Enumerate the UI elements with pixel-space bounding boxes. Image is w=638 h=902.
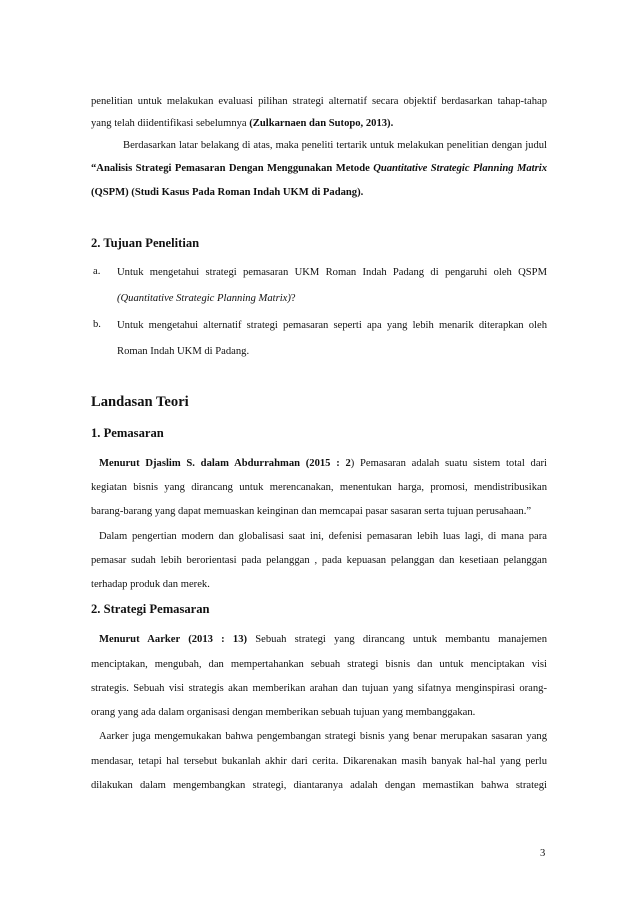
pemasaran-p1-line-2: kegiatan bisnis yang dirancang untuk merencanakan, menentukan harga, promosi, mendistribusikan bbox=[91, 482, 547, 493]
text: ) Pemasaran adalah suatu sistem total dari bbox=[350, 458, 547, 469]
strategi-p2-line-1: Aarker juga mengemukakan bahwa pengembangan strategi bisnis yang benar merupakan sasaran yang bbox=[99, 731, 547, 742]
citation: Menurut Djaslim S. dalam Abdurrahman (2015 : 2 bbox=[99, 458, 351, 469]
research-title-italic: Quantitative Strategic Planning Matrix bbox=[373, 163, 547, 174]
research-title-part: “Analisis Strategi Pemasaran Dengan Menggunakan Metode bbox=[91, 163, 374, 174]
intro-line-1: penelitian untuk melakukan evaluasi pilihan strategi alternatif secara objektif berdasarkan tahap-tahap bbox=[91, 96, 547, 107]
strategi-p1-line-3: strategis. Sebuah visi strategis akan memberikan arahan dan tujuan yang sifatnya menginspirasi orang- bbox=[91, 683, 547, 694]
citation: (Zulkarnaen dan Sutopo, 2013). bbox=[249, 118, 394, 129]
pemasaran-heading: 1. Pemasaran bbox=[91, 426, 164, 440]
intro-text: yang telah diidentifikasi sebelumnya bbox=[91, 118, 250, 129]
intro-line-4 bbox=[91, 162, 547, 176]
citation: Menurut Aarker (2013 : 13) bbox=[99, 634, 248, 645]
landasan-heading: Landasan Teori bbox=[91, 394, 189, 410]
question-mark: ? bbox=[290, 293, 296, 304]
strategi-p2-line-3: dilakukan dalam mengembangkan strategi, diantaranya adalah dengan memastikan bahwa strategi bbox=[91, 780, 547, 791]
tujuan-heading: 2. Tujuan Penelitian bbox=[91, 236, 200, 250]
item-b-line-1: Untuk mengetahui alternatif strategi pemasaran seperti apa yang lebih menarik diterapkan oleh bbox=[117, 320, 547, 331]
pemasaran-p1-line-3: barang-barang yang dapat memuaskan keinginan dan memcapai pasar sasaran serta tujuan perusahaan.” bbox=[91, 506, 532, 517]
qspm-italic: (Quantitative Strategic Planning Matrix) bbox=[117, 293, 291, 304]
item-b-line-2: Roman Indah UKM di Padang. bbox=[117, 346, 250, 357]
pemasaran-p2-line-1: Dalam pengertian modern dan globalisasi saat ini, defenisi pemasaran lebih luas lagi, di mana para bbox=[99, 531, 547, 542]
intro-line-5: (QSPM) (Studi Kasus Pada Roman Indah UKM di Padang). bbox=[91, 187, 364, 198]
strategi-p1-line-4: orang yang ada dalam organisasi dengan memberikan sebuah tujuan yang membanggakan. bbox=[91, 707, 476, 718]
strategi-p2-line-2: mendasar, tetapi hal tersebut bukanlah akhir dari cerita. Dikarenakan masih banyak hal-hal yang perlu bbox=[91, 756, 547, 767]
pemasaran-p2-line-3: terhadap produk dan merek. bbox=[91, 579, 210, 590]
item-a-line-2 bbox=[117, 292, 547, 306]
strategi-p1-line-2: menciptakan, mengubah, dan mempertahankan sebuah strategi bisnis dan untuk menciptakan visi bbox=[91, 659, 547, 670]
page-number: 3 bbox=[540, 848, 546, 859]
intro-line-3: Berdasarkan latar belakang di atas, maka peneliti tertarik untuk melakukan penelitian dengan judul bbox=[123, 140, 547, 151]
item-a-line-1: Untuk mengetahui strategi pemasaran UKM Roman Indah Padang di pengaruhi oleh QSPM bbox=[117, 267, 547, 278]
intro-line-2 bbox=[91, 117, 547, 131]
strategi-p1-line-1 bbox=[99, 633, 547, 647]
strategi-heading: 2. Strategi Pemasaran bbox=[91, 602, 210, 616]
text: Sebuah strategi yang dirancang untuk membantu manajemen bbox=[247, 634, 547, 645]
item-b-label: b. bbox=[93, 319, 101, 330]
pemasaran-p2-line-2: pemasar sudah lebih berorientasi pada pelanggan , pada kepuasan pelanggan dan kesetiaan pelanggan bbox=[91, 555, 547, 566]
pemasaran-p1-line-1 bbox=[99, 457, 547, 471]
item-a-label: a. bbox=[93, 266, 101, 277]
